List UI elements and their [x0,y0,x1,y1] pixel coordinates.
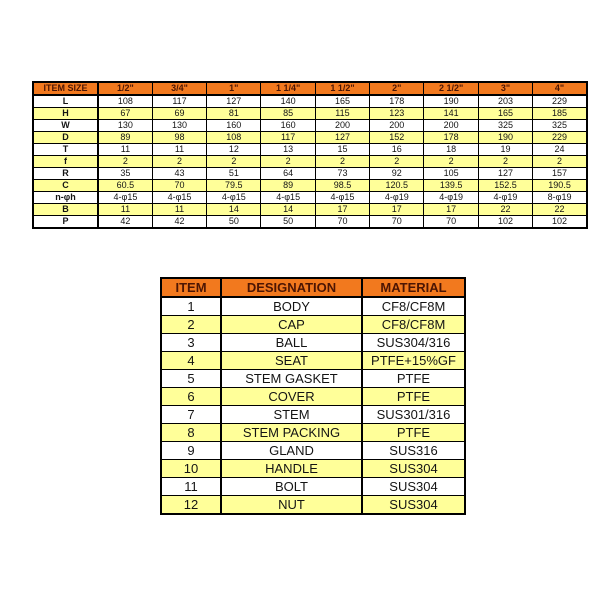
parts-column-header: DESIGNATION [221,278,362,297]
size-column-header: 4" [533,82,587,95]
parts-material-cell: SUS304 [362,460,465,478]
dimension-value-cell: 12 [207,144,261,156]
dimension-value-cell: 4-φ15 [152,192,206,204]
dimension-row [33,132,587,144]
dimension-value-cell: 108 [98,95,152,108]
parts-row [161,424,465,442]
dimension-value-cell: 69 [152,108,206,120]
dimension-value-cell: 152.5 [478,180,532,192]
dimension-value-cell: 4-φ15 [261,192,315,204]
dimension-value-cell: 16 [370,144,424,156]
parts-header-row [161,278,465,297]
dimension-value-cell: 51 [207,168,261,180]
dimension-value-cell: 11 [98,204,152,216]
dimension-value-cell: 18 [424,144,478,156]
dimension-value-cell: 229 [533,132,587,144]
dimension-row-label: L [33,95,98,108]
dimension-value-cell: 190 [424,95,478,108]
dimension-value-cell: 92 [370,168,424,180]
dimension-value-cell: 4-φ19 [478,192,532,204]
parts-row [161,352,465,370]
dimension-value-cell: 11 [152,144,206,156]
dimension-value-cell: 4-φ15 [98,192,152,204]
dimension-value-cell: 200 [370,120,424,132]
dimension-value-cell: 2 [152,156,206,168]
dimension-row [33,180,587,192]
parts-material-cell: CF8/CF8M [362,297,465,316]
parts-row [161,496,465,515]
dimension-value-cell: 123 [370,108,424,120]
parts-row [161,334,465,352]
dimension-value-cell: 178 [370,95,424,108]
dimension-value-cell: 17 [370,204,424,216]
dimension-value-cell: 89 [98,132,152,144]
dimension-value-cell: 2 [533,156,587,168]
dimension-value-cell: 2 [261,156,315,168]
dimension-row-label: B [33,204,98,216]
dimension-value-cell: 11 [98,144,152,156]
size-column-header: 3" [478,82,532,95]
parts-designation-cell: SEAT [221,352,362,370]
parts-item-cell: 2 [161,316,221,334]
dimension-value-cell: 190.5 [533,180,587,192]
dimension-row [33,216,587,229]
parts-row [161,370,465,388]
dimension-row-label: T [33,144,98,156]
dimension-value-cell: 160 [261,120,315,132]
dimension-value-cell: 22 [478,204,532,216]
dimension-row [33,192,587,204]
dimension-value-cell: 2 [424,156,478,168]
parts-table-body [161,297,465,514]
parts-row [161,297,465,316]
parts-item-cell: 10 [161,460,221,478]
dimension-value-cell: 17 [424,204,478,216]
parts-row [161,316,465,334]
dimension-row-label: P [33,216,98,229]
dimension-value-cell: 203 [478,95,532,108]
size-column-header: 1/2" [98,82,152,95]
dimension-value-cell: 117 [261,132,315,144]
dimension-value-cell: 15 [315,144,369,156]
parts-item-cell: 6 [161,388,221,406]
dimension-value-cell: 160 [207,120,261,132]
parts-designation-cell: CAP [221,316,362,334]
dimension-value-cell: 4-φ19 [424,192,478,204]
dimension-value-cell: 17 [315,204,369,216]
dimension-value-cell: 70 [424,216,478,229]
parts-column-header: ITEM [161,278,221,297]
parts-item-cell: 4 [161,352,221,370]
parts-row [161,406,465,424]
dimension-value-cell: 127 [315,132,369,144]
dimension-row [33,204,587,216]
dimension-value-cell: 200 [424,120,478,132]
parts-designation-cell: STEM PACKING [221,424,362,442]
parts-material-cell: SUS301/316 [362,406,465,424]
parts-designation-cell: STEM [221,406,362,424]
dimension-value-cell: 79.5 [207,180,261,192]
dimension-value-cell: 127 [207,95,261,108]
dimension-row [33,144,587,156]
parts-designation-cell: BALL [221,334,362,352]
parts-column-header: MATERIAL [362,278,465,297]
dimension-value-cell: 35 [98,168,152,180]
dimension-value-cell: 2 [98,156,152,168]
dimension-value-cell: 178 [424,132,478,144]
dimension-value-cell: 102 [533,216,587,229]
dimension-value-cell: 70 [152,180,206,192]
dimension-value-cell: 141 [424,108,478,120]
dimension-value-cell: 127 [478,168,532,180]
size-column-header: 1 1/4" [261,82,315,95]
dimension-row-label: R [33,168,98,180]
dimension-value-cell: 2 [478,156,532,168]
dimension-value-cell: 4-φ15 [315,192,369,204]
size-column-header: 2 1/2" [424,82,478,95]
size-column-header: 1 1/2" [315,82,369,95]
dimension-value-cell: 42 [152,216,206,229]
dimension-row [33,95,587,108]
parts-designation-cell: NUT [221,496,362,515]
dimension-value-cell: 117 [152,95,206,108]
dimensions-table-body [33,95,587,228]
dimension-value-cell: 2 [370,156,424,168]
dimension-value-cell: 120.5 [370,180,424,192]
parts-material-cell: PTFE+15%GF [362,352,465,370]
parts-item-cell: 9 [161,442,221,460]
size-column-header: 1" [207,82,261,95]
dimension-value-cell: 325 [478,120,532,132]
dimension-value-cell: 50 [207,216,261,229]
dimension-value-cell: 152 [370,132,424,144]
dimension-value-cell: 185 [533,108,587,120]
parts-material-cell: PTFE [362,424,465,442]
dimension-value-cell: 14 [261,204,315,216]
dimension-value-cell: 43 [152,168,206,180]
parts-material-cell: PTFE [362,388,465,406]
dimension-value-cell: 325 [533,120,587,132]
parts-designation-cell: GLAND [221,442,362,460]
dimension-value-cell: 165 [478,108,532,120]
parts-item-cell: 3 [161,334,221,352]
dimension-value-cell: 130 [98,120,152,132]
parts-designation-cell: HANDLE [221,460,362,478]
dimension-value-cell: 70 [315,216,369,229]
dimension-row-label: f [33,156,98,168]
parts-material-cell: SUS304/316 [362,334,465,352]
dimension-value-cell: 89 [261,180,315,192]
dimension-value-cell: 190 [478,132,532,144]
dimension-value-cell: 139.5 [424,180,478,192]
dimension-row-label: D [33,132,98,144]
parts-item-cell: 7 [161,406,221,424]
dimension-value-cell: 98 [152,132,206,144]
dimension-row [33,120,587,132]
parts-item-cell: 11 [161,478,221,496]
dimension-row [33,168,587,180]
dimension-value-cell: 64 [261,168,315,180]
dimensions-corner-cell: ITEM SIZE [33,82,98,95]
parts-row [161,388,465,406]
dimension-value-cell: 73 [315,168,369,180]
dimension-value-cell: 13 [261,144,315,156]
dimension-value-cell: 140 [261,95,315,108]
dimension-value-cell: 108 [207,132,261,144]
size-column-header: 2" [370,82,424,95]
dimension-row [33,108,587,120]
parts-designation-cell: BODY [221,297,362,316]
dimension-value-cell: 2 [315,156,369,168]
dimension-value-cell: 14 [207,204,261,216]
parts-material-cell: PTFE [362,370,465,388]
parts-item-cell: 5 [161,370,221,388]
dimension-value-cell: 2 [207,156,261,168]
dimension-value-cell: 102 [478,216,532,229]
dimension-value-cell: 22 [533,204,587,216]
dimension-value-cell: 165 [315,95,369,108]
parts-row [161,442,465,460]
dimension-value-cell: 60.5 [98,180,152,192]
parts-designation-cell: COVER [221,388,362,406]
dimension-value-cell: 115 [315,108,369,120]
dimension-row [33,156,587,168]
parts-material-cell: SUS304 [362,496,465,515]
parts-material-cell: CF8/CF8M [362,316,465,334]
parts-row [161,460,465,478]
parts-designation-cell: STEM GASKET [221,370,362,388]
dimensions-header-row [33,82,587,95]
dimension-value-cell: 157 [533,168,587,180]
parts-table [160,277,466,515]
parts-item-cell: 12 [161,496,221,515]
dimension-value-cell: 24 [533,144,587,156]
dimension-row-label: n-φh [33,192,98,204]
size-column-header: 3/4" [152,82,206,95]
dimension-value-cell: 85 [261,108,315,120]
parts-item-cell: 1 [161,297,221,316]
dimension-value-cell: 19 [478,144,532,156]
dimension-value-cell: 8-φ19 [533,192,587,204]
dimension-value-cell: 67 [98,108,152,120]
dimension-row-label: C [33,180,98,192]
dimension-value-cell: 42 [98,216,152,229]
parts-material-cell: SUS316 [362,442,465,460]
dimension-value-cell: 105 [424,168,478,180]
parts-material-cell: SUS304 [362,478,465,496]
dimension-value-cell: 81 [207,108,261,120]
dimension-value-cell: 4-φ15 [207,192,261,204]
dimensions-table [32,81,588,229]
dimension-row-label: H [33,108,98,120]
parts-item-cell: 8 [161,424,221,442]
parts-designation-cell: BOLT [221,478,362,496]
dimension-value-cell: 70 [370,216,424,229]
dimension-value-cell: 200 [315,120,369,132]
dimension-value-cell: 98.5 [315,180,369,192]
dimension-row-label: W [33,120,98,132]
parts-row [161,478,465,496]
dimension-value-cell: 229 [533,95,587,108]
dimension-value-cell: 130 [152,120,206,132]
dimension-value-cell: 11 [152,204,206,216]
dimension-value-cell: 50 [261,216,315,229]
dimension-value-cell: 4-φ19 [370,192,424,204]
